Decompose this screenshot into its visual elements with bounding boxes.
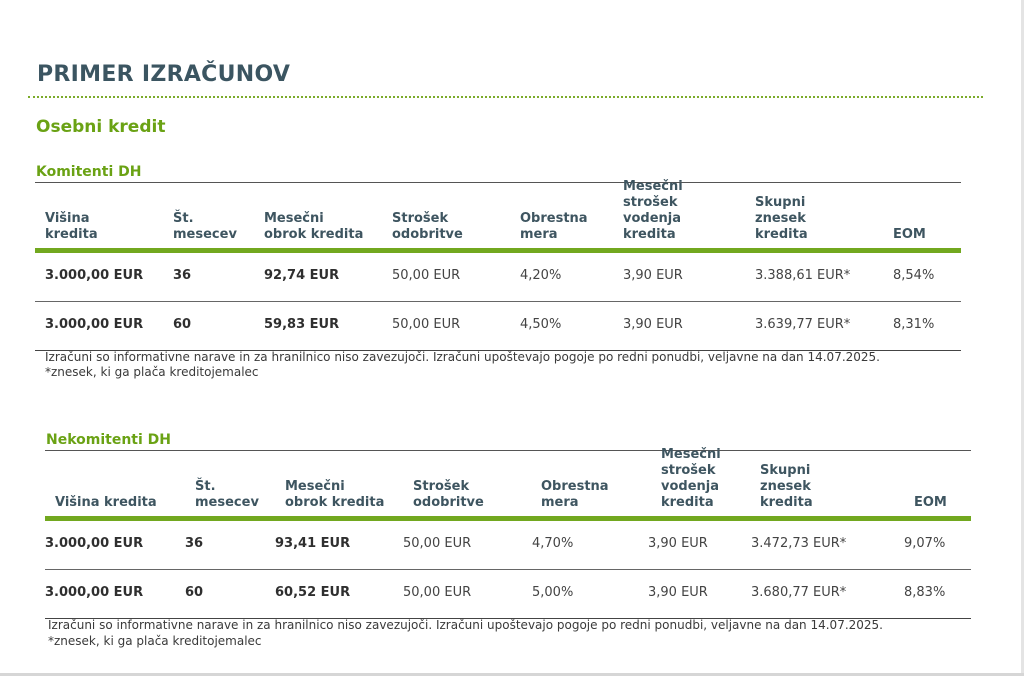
cell-months: 60: [185, 585, 204, 600]
header-line: obrok kredita: [285, 495, 385, 510]
header-line: Obrestna: [541, 479, 609, 494]
table-header: [35, 179, 961, 248]
cell-eom: 8,83%: [904, 585, 946, 600]
cell-monthly-fee: 3,90 EUR: [648, 585, 708, 600]
header-line: kredita: [755, 227, 808, 242]
cell-interest-rate: 4,50%: [520, 317, 562, 332]
header-approval-cost: [413, 479, 484, 511]
table-header: [45, 447, 971, 516]
cell-total-amount: 3.639,77 EUR*: [755, 317, 851, 332]
header-line: EOM: [914, 495, 947, 510]
cell-interest-rate: 4,20%: [520, 268, 562, 283]
group-title-nekomitenti: Nekomitenti DH: [46, 432, 172, 448]
header-line: EOM: [893, 227, 926, 242]
cell-approval-cost: 50,00 EUR: [392, 317, 461, 332]
header-line: znesek: [755, 211, 806, 226]
footnote: *znesek, ki ga plača kreditojemalec: [48, 634, 262, 648]
header-line: kredita: [45, 227, 98, 242]
header-line: kredita: [661, 495, 714, 510]
cell-monthly-payment: 59,83 EUR: [264, 317, 340, 332]
header-line: Št.: [195, 479, 216, 494]
header-line: odobritve: [392, 227, 463, 242]
header-line: znesek: [760, 479, 811, 494]
cell-interest-rate: 5,00%: [532, 585, 574, 600]
header-months: [195, 479, 259, 511]
header-interest-rate: [541, 479, 609, 511]
header-monthly-payment: [264, 211, 363, 243]
cell-total-amount: 3.680,77 EUR*: [751, 585, 847, 600]
header-line: Obrestna: [520, 211, 588, 226]
header-eom: [893, 227, 926, 243]
title-divider: [28, 96, 983, 98]
header-line: Strošek: [392, 211, 449, 226]
header-line: Višina kredita: [55, 495, 157, 510]
header-line: strošek: [623, 195, 678, 210]
header-line: mera: [520, 227, 558, 242]
header-line: vodenja: [623, 211, 682, 226]
cell-monthly-fee: 3,90 EUR: [648, 536, 708, 551]
table-row: [35, 302, 961, 351]
cell-approval-cost: 50,00 EUR: [403, 536, 472, 551]
cell-months: 60: [173, 317, 192, 332]
header-eom: [914, 495, 947, 511]
table-row: [35, 253, 961, 302]
cell-monthly-fee: 3,90 EUR: [623, 268, 683, 283]
header-line: mera: [541, 495, 579, 510]
header-line: Mesečni: [623, 179, 683, 194]
cell-approval-cost: 50,00 EUR: [403, 585, 472, 600]
header-line: Mesečni: [285, 479, 345, 494]
cell-total-amount: 3.388,61 EUR*: [755, 268, 851, 283]
disclaimer-note: Izračuni so informativne narave in za hranilnico niso zavezujoči. Izračuni upoštevajo pogoje po redni ponudbi, veljavne na dan 14.07.2025.: [48, 618, 883, 632]
header-line: obrok kredita: [264, 227, 364, 242]
table-row: [45, 521, 971, 570]
table-row: [45, 570, 971, 619]
header-monthly-fee: [661, 447, 721, 511]
cell-interest-rate: 4,70%: [532, 536, 574, 551]
header-line: vodenja: [661, 479, 720, 494]
cell-amount: 3.000,00 EUR: [45, 585, 144, 600]
cell-months: 36: [185, 536, 204, 551]
header-total-amount: [755, 195, 808, 243]
cell-total-amount: 3.472,73 EUR*: [751, 536, 847, 551]
header-line: strošek: [661, 463, 716, 478]
header-amount: [45, 211, 98, 243]
cell-amount: 3.000,00 EUR: [45, 536, 144, 551]
header-line: Mesečni: [264, 211, 324, 226]
page-title: PRIMER IZRAČUNOV: [37, 62, 291, 87]
header-monthly-fee: [623, 179, 683, 243]
header-total-amount: [760, 463, 813, 511]
header-amount: [55, 495, 157, 511]
cell-approval-cost: 50,00 EUR: [392, 268, 461, 283]
cell-eom: 8,31%: [893, 317, 935, 332]
cell-monthly-payment: 92,74 EUR: [264, 268, 340, 283]
header-interest-rate: [520, 211, 588, 243]
header-line: kredita: [760, 495, 813, 510]
cell-monthly-payment: 93,41 EUR: [275, 536, 351, 551]
cell-eom: 9,07%: [904, 536, 946, 551]
header-months: [173, 211, 237, 243]
cell-eom: 8,54%: [893, 268, 935, 283]
header-line: Št.: [173, 211, 194, 226]
header-line: Mesečni: [661, 447, 721, 462]
header-line: mesecev: [173, 227, 237, 242]
cell-amount: 3.000,00 EUR: [45, 268, 144, 283]
header-monthly-payment: [285, 479, 384, 511]
header-line: mesecev: [195, 495, 259, 510]
cell-monthly-fee: 3,90 EUR: [623, 317, 683, 332]
disclaimer-note: Izračuni so informativne narave in za hranilnico niso zavezujoči. Izračuni upoštevajo pogoje po redni ponudbi, veljavne na dan 14.07.2025.: [45, 350, 880, 364]
header-line: kredita: [623, 227, 676, 242]
header-line: Višina: [45, 211, 90, 226]
header-approval-cost: [392, 211, 463, 243]
header-line: Strošek: [413, 479, 470, 494]
cell-monthly-payment: 60,52 EUR: [275, 585, 351, 600]
cell-amount: 3.000,00 EUR: [45, 317, 144, 332]
header-line: Skupni: [755, 195, 806, 210]
section-title: Osebni kredit: [36, 117, 166, 137]
header-line: Skupni: [760, 463, 811, 478]
cell-months: 36: [173, 268, 192, 283]
header-line: odobritve: [413, 495, 484, 510]
footnote: *znesek, ki ga plača kreditojemalec: [45, 365, 259, 379]
group-title-komitenti: Komitenti DH: [36, 164, 142, 180]
